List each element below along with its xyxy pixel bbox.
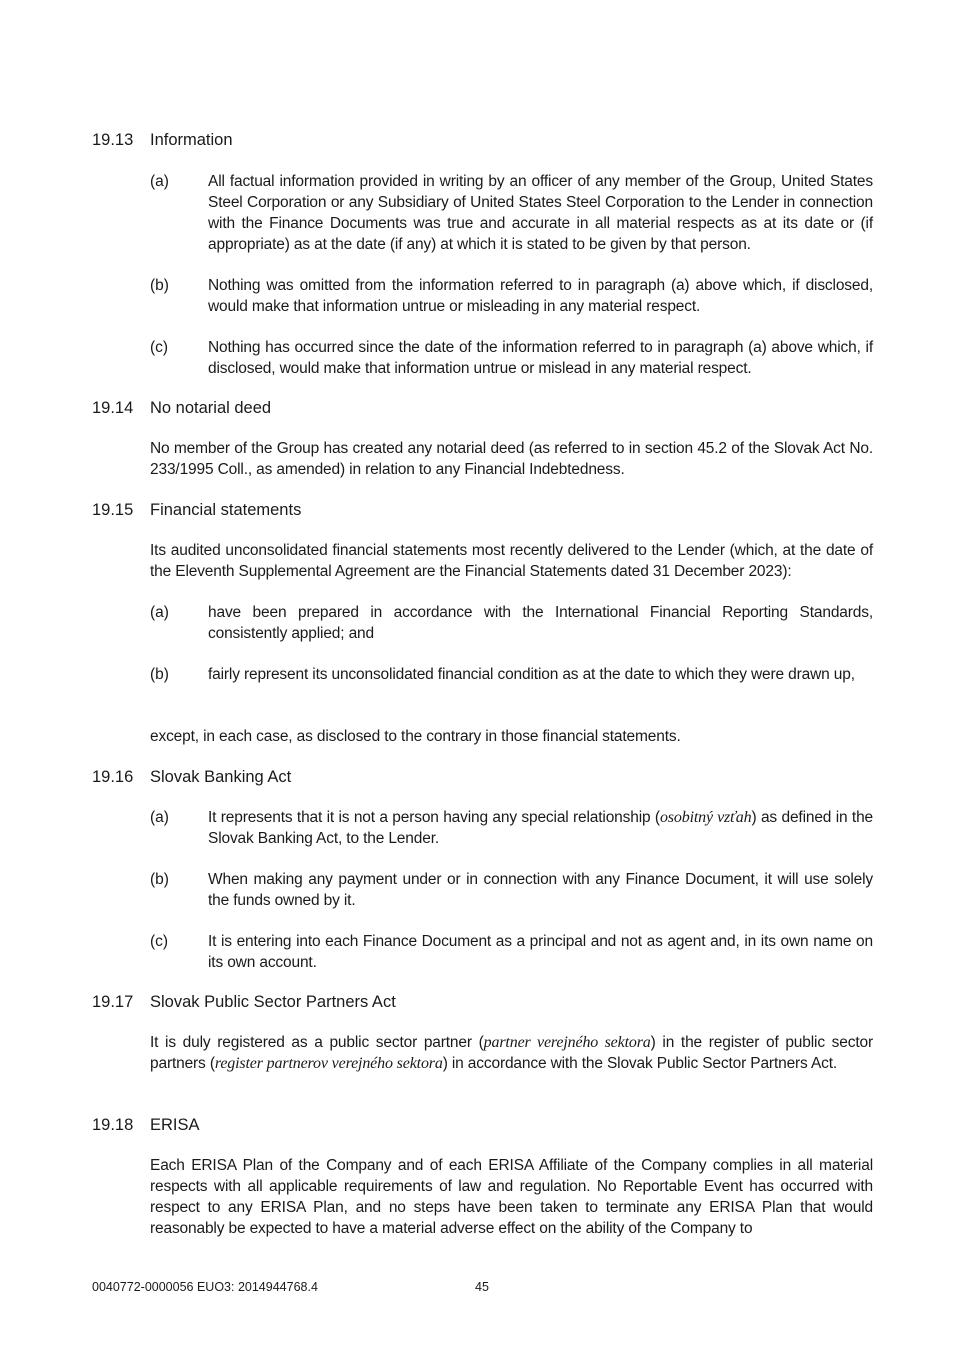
section-19-13	[92, 130, 873, 377]
section-19-17	[92, 992, 873, 1072]
item-label: (a)	[150, 604, 169, 621]
section-heading	[92, 398, 873, 419]
item-label: (b)	[150, 871, 169, 888]
text-run: It is duly registered as a public sector partner (	[150, 1034, 484, 1051]
footer-page-number: 45	[475, 1280, 489, 1294]
section-heading	[92, 992, 873, 1013]
section-19-18	[92, 1115, 873, 1237]
text-run: ) in the register of public sector partners (	[150, 1034, 873, 1072]
item-text: Nothing has occurred since the date of the information referred to in paragraph (a) above which, if disclosed, would make that information untrue or mislead in any material respect.	[208, 339, 873, 377]
section-19-15	[92, 500, 873, 745]
section-paragraph: Each ERISA Plan of the Company and of each ERISA Affiliate of the Company complies in all material respects with all applicable requirements of law and regulation. No Reportable Event has occurred with respect to any ERISA Plan, and no steps have been taken to terminate any ERISA Plan that would reasonably be expected to have a material adverse effect on the ability of the Company to	[150, 1157, 873, 1237]
section-19-16	[92, 767, 874, 971]
item-text: Nothing was omitted from the information referred to in paragraph (a) above which, if disclosed, would make that information untrue or misleading in any material respect.	[208, 277, 873, 315]
section-number: 19.17	[92, 993, 134, 1011]
section-title: Slovak Public Sector Partners Act	[150, 993, 396, 1011]
italic-term: osobitný vzťah	[659, 809, 752, 826]
section-paragraph: No member of the Group has created any notarial deed (as referred to in section 45.2 of the Slovak Act No. 233/1995 Coll., as amended) in relation to any Financial Indebtedness.	[150, 440, 873, 478]
section-title: Financial statements	[150, 501, 302, 519]
section-number: 19.14	[92, 399, 134, 417]
section-heading	[92, 767, 873, 788]
section-heading	[92, 130, 873, 151]
section-title: ERISA	[150, 1116, 200, 1134]
section-number: 19.18	[92, 1116, 134, 1134]
item-text: When making any payment under or in connection with any Finance Document, it will use solely the funds owned by it.	[208, 871, 873, 909]
text-run: ) in accordance with the Slovak Public Sector Partners Act.	[442, 1055, 838, 1072]
item-text: All factual information provided in writing by an officer of any member of the Group, United States Steel Corporation or any Subsidiary of United States Steel Corporation to the Lender in connection with the Finance Documents was true and accurate in all material respects as at its date or (if appropriate) as at the date (if any) at which it is stated to be given by that person.	[208, 173, 873, 253]
text-run: ) as defined in the Slovak Banking Act, to the Lender.	[208, 809, 874, 847]
section-intro: Its audited unconsolidated financial statements most recently delivered to the Lender (which, at the date of the Eleventh Supplemental Agreement are the Financial Statements dated 31 December 2023):	[150, 542, 873, 580]
item-label: (a)	[150, 173, 169, 190]
section-paragraph	[150, 1032, 873, 1074]
footer-doc-reference: 0040772-0000056 EUO3: 2014944768.4	[92, 1280, 318, 1294]
italic-term: partner verejného sektora	[483, 1034, 651, 1051]
section-19-14	[92, 398, 873, 478]
section-closing: except, in each case, as disclosed to the contrary in those financial statements.	[150, 728, 681, 745]
item-text: It is entering into each Finance Document as a principal and not as agent and, in its own name on its own account.	[208, 933, 873, 971]
item-text: have been prepared in accordance with the International Financial Reporting Standards, consistently applied; and	[208, 604, 873, 642]
item-label: (c)	[150, 339, 169, 356]
item-label: (b)	[150, 277, 169, 294]
section-number: 19.13	[92, 131, 134, 149]
section-number: 19.16	[92, 768, 134, 786]
section-title: No notarial deed	[150, 399, 272, 417]
item-text: fairly represent its unconsolidated financial condition as at the date to which they were drawn up,	[208, 666, 855, 683]
italic-term: register partnerov verejného sektora	[214, 1055, 443, 1072]
section-heading	[92, 500, 873, 521]
item-text	[208, 807, 873, 849]
section-title: Information	[150, 131, 233, 149]
item-label: (b)	[150, 666, 169, 683]
section-heading	[92, 1115, 873, 1136]
section-number: 19.15	[92, 501, 134, 519]
item-label: (c)	[150, 933, 169, 950]
text-run: It represents that it is not a person having any special relationship (	[208, 809, 660, 826]
item-label: (a)	[150, 809, 169, 826]
section-title: Slovak Banking Act	[150, 768, 292, 786]
